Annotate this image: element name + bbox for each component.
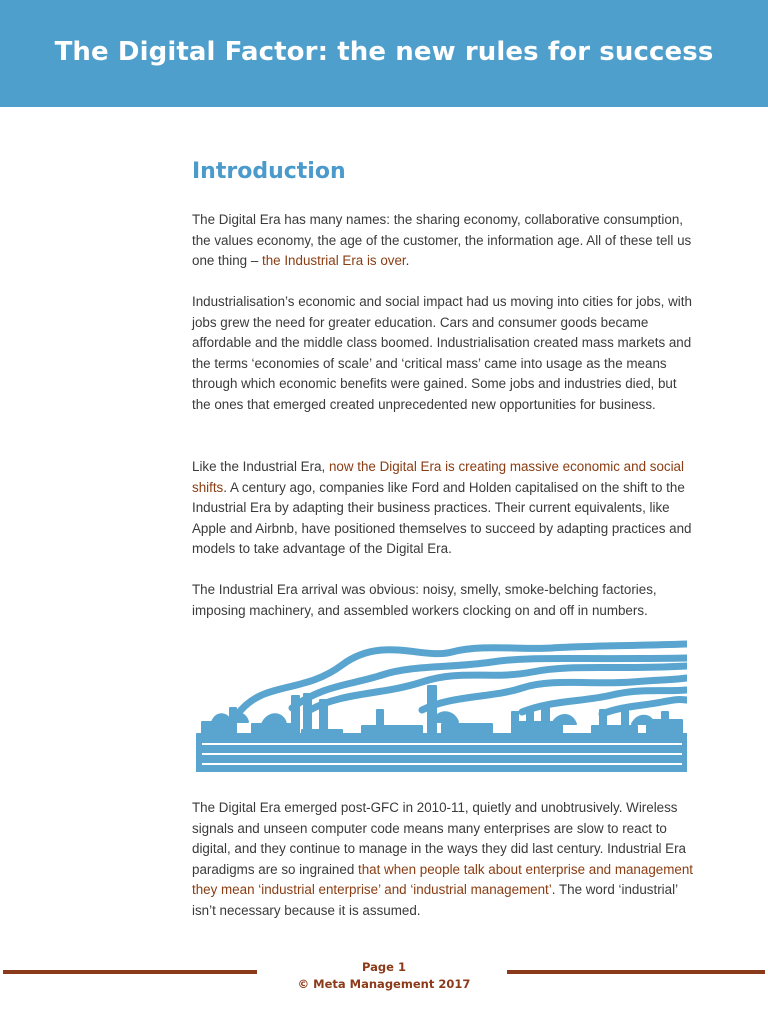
paragraph-1 <box>192 210 697 272</box>
document-title: The Digital Factor: the new rules for success <box>54 37 714 67</box>
paragraph-3-end: . A century ago, companies like Ford and Holden capitalised on the shift to the Industrial Era by adapting their business practices. Their current equivalents, like Apple and Airbnb, have positioned themselves to succeed by adapting practices and models to take advantage of the Digital Era. <box>192 479 692 556</box>
copyright: © Meta Management 2017 <box>297 977 471 991</box>
title-banner <box>0 0 768 107</box>
paragraph-2: Industrialisation’s economic and social impact had us moving into cities for jobs, with jobs grew the need for greater education. Cars and consumer goods became affordable and the middle class boomed. Industrialisation created mass markets and the terms ‘economies of scale’ and ‘critical mass’ came into usage as the means through which economic benefits were gained. Some jobs and industries died, but the ones that emerged created unprecedented new opportunities for business. <box>192 294 692 412</box>
section-heading: Introduction <box>192 159 346 184</box>
paragraph-5-end: . The word ‘industrial’ isn’t necessary because it is assumed. <box>192 882 678 918</box>
page-number: Page 1 <box>362 960 406 974</box>
paragraph-5-text: The Digital Era emerged post-GFC in 2010-11, quietly and unobtrusively. Wireless signals and unseen computer code means many enterprises are slow to react to digital, and they continue to manage in the ways they did last century. Industrial Era paradigms are so ingrained <box>192 800 687 877</box>
paragraph-4: The Industrial Era arrival was obvious: noisy, smelly, smoke-belching factories, imposing machinery, and assembled workers clocking on and off in numbers. <box>192 582 657 618</box>
paragraph-1-end: . <box>405 253 410 268</box>
factory-skyline-illustration <box>192 640 687 772</box>
paragraph-3-highlight: now the Digital Era is creating massive economic and social shifts <box>192 459 684 495</box>
paragraph-1-highlight: the Industrial Era is over <box>262 253 406 268</box>
paragraph-3 <box>192 457 697 560</box>
paragraph-5 <box>192 798 697 921</box>
paragraph-1-text: The Digital Era has many names: the sharing economy, collaborative consumption, the values economy, the age of the customer, the information age. All of these tell us one thing – <box>192 212 692 268</box>
paragraph-5-highlight: that when people talk about enterprise and management they mean ‘industrial enterprise’ and ‘industrial management’ <box>192 861 693 897</box>
paragraph-3-text: Like the Industrial Era, <box>192 459 329 474</box>
